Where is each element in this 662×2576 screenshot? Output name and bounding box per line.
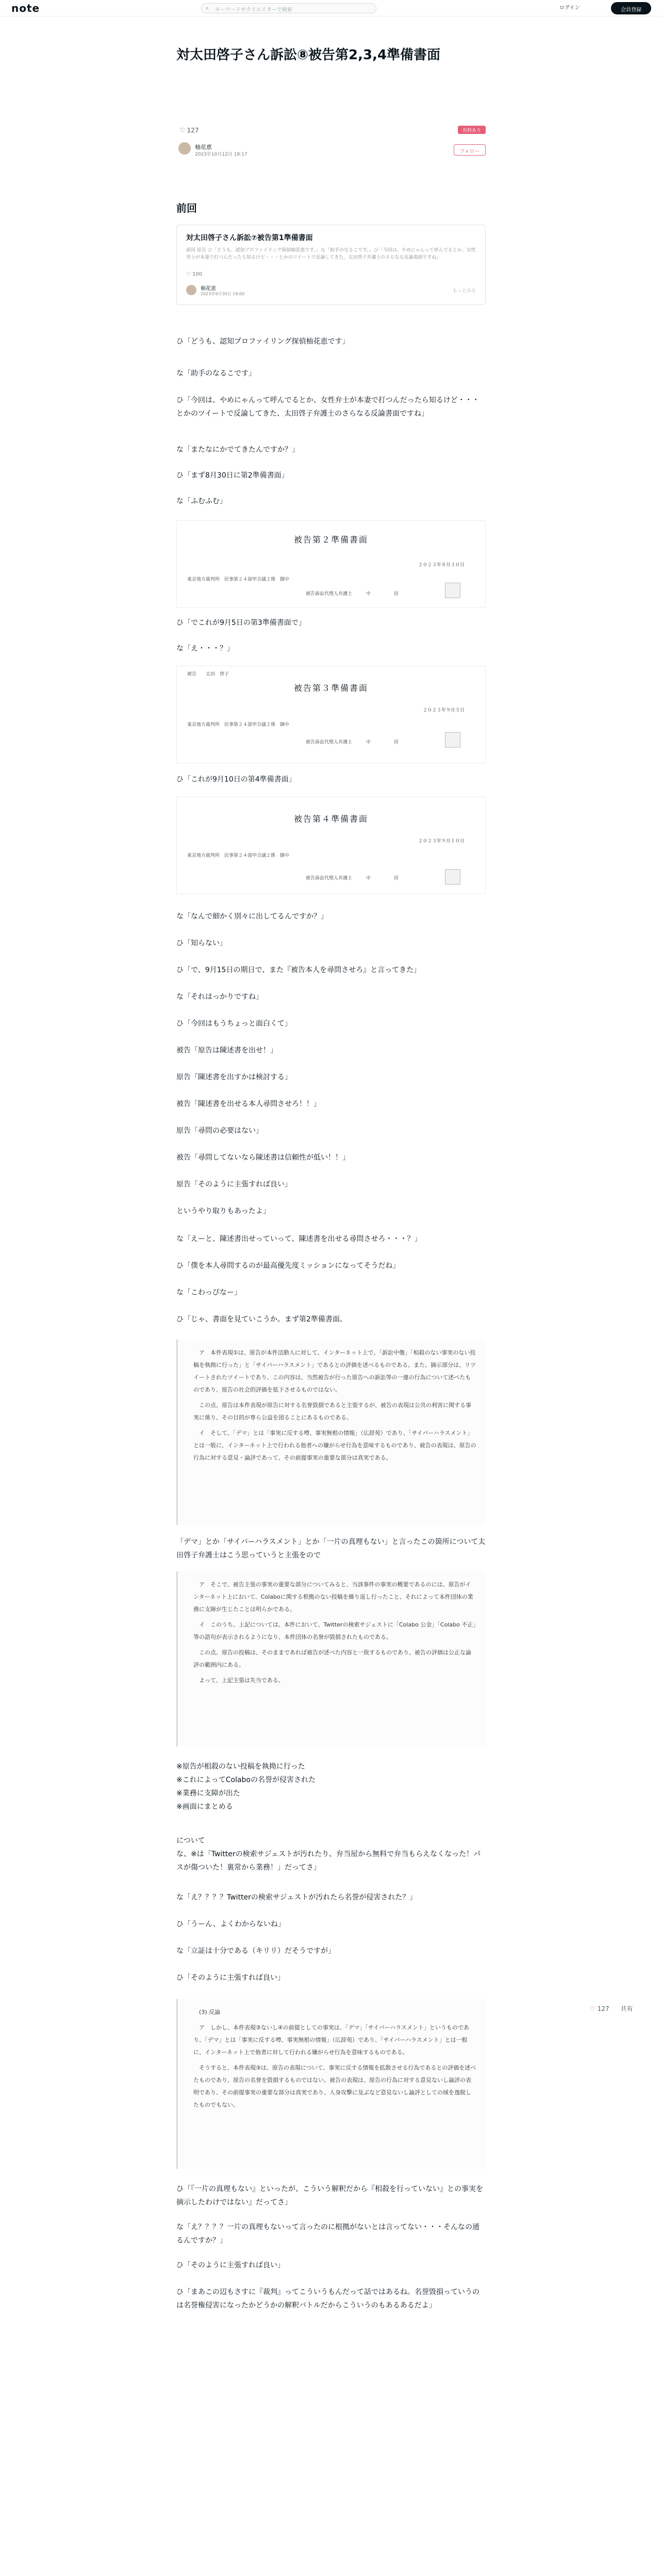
document-lawyer: 被告訴訟代理人弁護士 中 居 [306, 591, 399, 597]
dialogue-line: ひ「じゃ、書面を見ていこうか。まず第2準備書面。 [176, 1315, 347, 1324]
document-date: ２０２３年８月３０日 [418, 563, 465, 568]
note-logo[interactable]: note [11, 2, 40, 14]
dialogue-line: ひ「『一片の真理もない』といったが、こういう解釈だから『相殺を行っていない』との事実を摘示したわけではない』だってさ」 [176, 2185, 483, 2207]
quote-paragraph: (3) 反論 [199, 2009, 221, 2015]
heart-icon: ♡ [186, 272, 193, 277]
article-like-count[interactable] [179, 127, 198, 134]
dialogue-line: な「またなにかでてきたんですか？」 [176, 446, 299, 454]
login-link[interactable]: ログイン [559, 5, 580, 11]
heart-icon: ♡ [179, 127, 187, 134]
author-name[interactable]: 柚花恵 [195, 144, 212, 150]
heart-icon[interactable]: ♡ [590, 2005, 595, 2012]
dialogue-line: 「デマ」とか「サイバーハラスメント」とか「一片の真理もない」と言ったこの箇所について太田啓子弁護士はこう思っていうと主張をので [176, 1538, 486, 1560]
dialogue-line: 被告「尋問してないなら陳述書は信頼性が低い！！」 [176, 1154, 350, 1162]
dialogue-line: ひ「で、9月15日の期日で、また『被告本人を尋問させろ』と言ってきた」 [176, 966, 421, 974]
sidebar-like-count: 127 [597, 2005, 609, 2012]
dialogue-line: ひ「まあこの辺もさすに『裁判』ってこういうもんだって話ではあるね。名誉毀損っていうのは名誉権侵害になったかどうかの解釈バトルだからこういうのもあるあるだよ」 [176, 2288, 479, 2310]
document-title: 被告第４準備書面 [293, 814, 368, 824]
search-placeholder: キーワードやクリエイターで検索 [215, 7, 292, 13]
dialogue-line: な「助手のなるこです」 [176, 369, 256, 378]
seal-stamp [445, 869, 460, 885]
dialogue-line: 原告「尋問の必要はない」 [176, 1127, 263, 1135]
seal-stamp [445, 583, 460, 598]
dialogue-line: な「ふむふむ」 [176, 497, 227, 505]
quote-paragraph: ア しかし、本件表現③ないし④の前提としての事実は、「デマ」「サイバーハラスメント」というものであり、「デマ」とは「事実に反する噂、事実無根の情報」（広辞苑）であり、「サイバーハラスメント」とは一般に、インターネット上で他者に対して行われる嫌がらせ行為を意味するものである。 [193, 2024, 469, 2056]
document-date: ２０２３年９月１０日 [418, 839, 465, 844]
like-count-value: 127 [187, 127, 199, 134]
dialogue-line: ひ「そのように主張すれば良い」 [176, 2261, 285, 2269]
dialogue-line: な「え・・・？」 [176, 645, 234, 653]
summary-list: ※原告が相殺のない投稿を執拗に行った ※これによってColaboの名誉が侵害された ※業務に支障が出た ※画面にまとめる [176, 1762, 316, 1811]
author-avatar[interactable] [178, 142, 191, 155]
dialogue-line: ひ「今回はもうちょっと面白くて」 [176, 1020, 292, 1028]
top-navigation-bar [0, 0, 662, 16]
embedded-article-card[interactable] [176, 225, 486, 305]
section-heading-previous: 前回 [176, 202, 197, 214]
dialogue-line: ひ「うーん、よくわからないね」 [176, 1920, 285, 1928]
dialogue-line: ひ「どうも、認知プロファイリング探偵柚花恵です」 [176, 337, 350, 346]
document-date: ２０２３年９月５日 [422, 708, 465, 713]
court-document-image [176, 520, 486, 608]
embed-more-link[interactable]: もっとみる [452, 289, 476, 294]
dialogue-line: ひ「まず8月30日に第2準備書面」 [176, 471, 289, 480]
dialogue-line: ひ「僕を本人尋問するのが最高優先度ミッションになってそうだね」 [176, 1262, 400, 1270]
signup-button[interactable]: 会員登録 [611, 2, 651, 14]
paid-badge: 有料あり [458, 126, 486, 134]
quote-paragraph: ア 本件表現①は、原告が本件活動人に対して、インターネット上で、「訴訟中傷」「相殺のない事実のない投稿を執拗に行った」と「サイバーハラスメント」であるとの評価を述べるものである。また、摘示部分は、リツイートされたツイートであり、この内容は、当然被告が行った原告への訴訟等の一連の行為について述べたものであり、原告の社会的評価を低下させるものではない。 [193, 1349, 476, 1393]
embed-excerpt: 前回 原告 ひ「どうも、認知プロファイリング探偵柚花恵です。」な「助手のなるこです。」ひ「今回は、やめにゃんって呼んでるとか、女性弁士が本妻で打つんだったら知るけど・・・とかのツイートで反論してきた、太田啓子弁護士のさらなる反論書面ですね」 [186, 248, 476, 260]
floating-action-bar [590, 2004, 633, 2013]
dialogue-line: 被告「原告は陳述書を出せ！」 [176, 1046, 277, 1055]
dialogue-line: 原告「そのように主張すれば良い」 [176, 1180, 292, 1189]
embed-title: 対太田啓子さん訴訟⑦被告第1準備書面 [186, 234, 313, 242]
search-input[interactable] [201, 3, 376, 13]
quote-paragraph: この点、原告の投稿は、そのままであれば被告が述べた内容と一致するものであり、被告の評価は公正な論評の範囲内にある。 [193, 1649, 471, 1668]
court-document-image [176, 666, 486, 764]
document-quote [176, 1571, 486, 1747]
dialogue-line: ひ「知らない」 [176, 939, 227, 947]
quote-paragraph: ア そこで、被告主張の事実の重要な部分についてみると、当該事件の事実の概要であるのには、原告がインターネット上において、Colaboに関する根拠のない投稿を繰り返し行ったこと、それによって本件団体の業務に支障が生じたことは明らかである。 [193, 1581, 473, 1613]
embed-likes [186, 272, 476, 277]
document-lawyer: 被告訴訟代理人弁護士 中 居 [306, 876, 399, 881]
share-button[interactable]: 共有 [620, 2005, 633, 2012]
embed-author: 柚花恵 [201, 286, 216, 292]
search-icon: ⌕ [206, 5, 209, 11]
document-quote [176, 1999, 486, 2169]
article-title: 対太田啓子さん訴訟⑧被告第2,3,4準備書面 [176, 47, 441, 63]
dialogue-line: というやり取りもあったよ」 [176, 1207, 270, 1215]
quote-paragraph: イ このうち、上記については、本件において、Twitterの検索サジェストに「Colabo 公金」「Colabo 不正」等の語句が表示されるようになり、本件団体の名誉が毀損されたものである。 [193, 1621, 476, 1640]
quote-paragraph: イ そして、「デマ」とは「事実に反する噂、事実無根の情報」（広辞苑）であり、「サイバーハラスメント」とは一般に、インターネット上で行われる他者への嫌がらせ行為を意味するものであり、被告の表現は、原告の行為に対する意見・論評であって、その前提事実の重要な部分は真実である。 [193, 1430, 476, 1461]
quote-paragraph: この点、原告は本件表現が原告に対する名誉毀損であると主張するが、被告の表現は公共の利害に関する事実に係り、その目的が専ら公益を図ることにあるものである。 [193, 1402, 471, 1421]
quote-paragraph: よって、上記主張は失当である。 [199, 1677, 284, 1684]
dialogue-line: な「えーと、陳述書出せっていって、陳述書を出せる尋問させろ・・・？」 [176, 1235, 422, 1243]
seal-stamp [445, 732, 460, 748]
document-case: 被告 太田 啓子 [187, 672, 229, 677]
embed-date: 2023年9月30日 19:00 [201, 292, 245, 296]
document-court: 東京地方裁判所 民事第２４部甲合議２係 御中 [187, 722, 290, 727]
publish-date: 2023年10月12日 19:17 [195, 152, 247, 157]
dialogue-line: な「え？？？？一片の真理もないって言ったのに根拠がないとは言ってない・・・そんなの通るんですか？」 [176, 2223, 479, 2245]
dialogue-line: ひ「でこれが9月5日の第3準備書面で」 [176, 619, 306, 627]
dialogue-line: について な、※は「Twitterの検索サジェストが汚れたり、弁当屋から無料で弁当もらえなくなった！パスが傷ついた！裏常から業務！」だってさ」 [176, 1837, 481, 1872]
dialogue-line: ひ「これが9月10日の第4準備書面」 [176, 775, 296, 784]
embed-like-value: 100 [192, 272, 203, 277]
follow-button[interactable]: フォロー [454, 144, 486, 156]
dialogue-line: な「立証は十分である（キリリ）だそうですが」 [176, 1947, 335, 1955]
document-quote [176, 1340, 486, 1525]
quote-paragraph: そうすると、本件表現③は、原告の表現について、事実に反する情報を拡散させる行為であるとの評価を述べたものであり、原告の名誉を毀損するものではない。被告の表現は、原告の行為に対する意見ないし論評の表明であり、その前提事実の重要な部分は真実であり、人身攻撃に及ぶなど意見ないし論評としての域を逸脱したものでもない。 [193, 2064, 476, 2108]
dialogue-line: な「こわっぴなー」 [176, 1289, 241, 1297]
document-lawyer: 被告訴訟代理人弁護士 中 居 [306, 740, 399, 745]
dialogue-line: ひ「そのように主張すれば良い」 [176, 1974, 285, 1982]
dialogue-line: 被告「陳述書を出せる本人尋問させろ！！」 [176, 1100, 321, 1108]
embed-author-avatar [186, 285, 196, 295]
document-court: 東京地方裁判所 民事第２４部甲合議２係 御中 [187, 577, 290, 582]
dialogue-line: な「それはっかりですね」 [176, 993, 263, 1001]
document-court: 東京地方裁判所 民事第２４部甲合議２係 御中 [187, 853, 290, 858]
dialogue-line: な「なんで細かく別々に出してるんですか？」 [176, 912, 328, 921]
dialogue-line: 原告「陳述書を出すかは検討する」 [176, 1073, 292, 1081]
document-title: 被告第３準備書面 [293, 683, 368, 693]
court-document-image [176, 796, 486, 894]
dialogue-line: な「え？？？？Twitterの検索サジェストが汚れたら名誉が侵害された？」 [176, 1893, 417, 1902]
dialogue-line: ひ「今回は、やめにゃんって呼んでるとか、女性弁士が本妻で打つんだったら知るけど・・・とかのツイートで反論してきた、太田啓子弁護士のさらなる反論書面ですね」 [176, 396, 479, 418]
document-title: 被告第２準備書面 [293, 535, 368, 545]
